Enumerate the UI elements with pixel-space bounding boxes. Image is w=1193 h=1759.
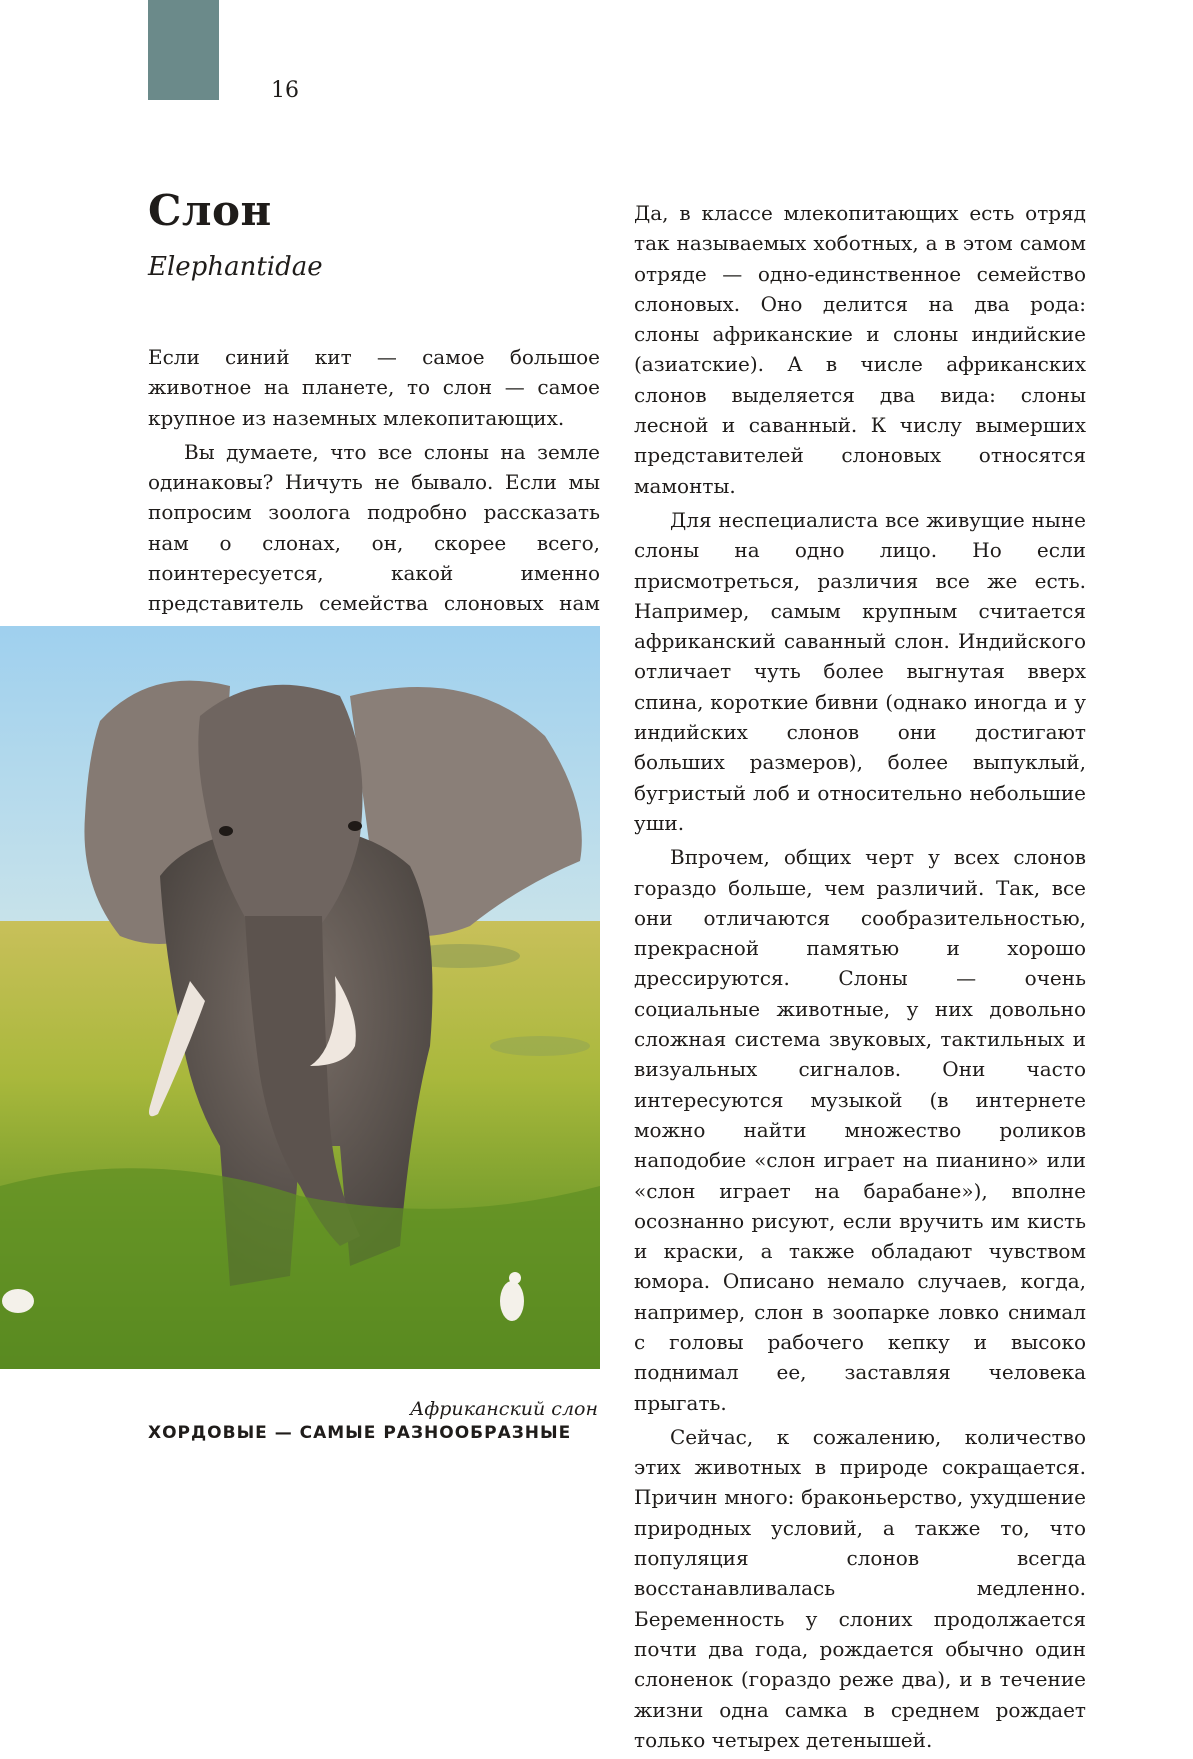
- paragraph: Если синий кит — самое большое животное на планете, то слон — самое крупное из наземных млекопитающих.: [148, 345, 600, 430]
- paragraph: Вы думаете, что все слоны на земле одинаковы? Ничуть не бывало. Если мы попросим зоолога подробно рассказать нам о слонах, он, скорее всего, поинтересуется, какой именно представитель семейства слоновых нам: [148, 439, 600, 616]
- paragraph: Да, в классе млекопитающих есть отряд так называемых хоботных, а в этом самом отряде — одно-единственное семейство слоновых. Оно делится на два рода: слоны африканские и слоны индийские (азиатские). А в числе африканских слонов выделяется два вида: слоны лесной и саванный. К числу вымерших представителей слоновых относятся мамонты.: [634, 201, 1086, 498]
- footer-section-title: ХОРДОВЫЕ — САМЫЕ РАЗНООБРАЗНЫЕ: [148, 1423, 572, 1443]
- photo-caption: Африканский слон: [409, 1398, 598, 1420]
- article-title: Слон: [148, 186, 272, 235]
- paragraph: Сейчас, к сожалению, количество этих животных в природе сокращается. Причин много: браконьерство, ухудшение природных условий, а также то, что популяция слонов всегда восстанавливалась медленно. Беременность у слоних продолжается почти два года, рождается обычно один слоненок (гораздо реже два), и в течение жизни одна самка в среднем рождает только четырех детенышей.: [634, 1424, 1086, 1752]
- elephant-photo: [0, 626, 600, 1369]
- left-column: [148, 342, 600, 653]
- right-column: [634, 198, 1086, 1759]
- paragraph: Для неспециалиста все живущие ныне слоны на одно лицо. Но если присмотреться, различия все же есть. Например, самым крупным считается африканский саванный слон. Индийского отличает чуть более выгнутая вверх спина, короткие бивни (однако иногда и у индийских слонов они достигают больших размеров), более выпуклый, бугристый лоб и относительно небольшие уши.: [634, 507, 1086, 835]
- section-tab: [148, 0, 219, 100]
- paragraph: Впрочем, общих черт у всех слонов гораздо больше, чем различий. Так, все они отличаются сообразительностью, прекрасной памятью и хорошо дрессируются. Слоны — очень социальные животные, у них довольно сложная система звуковых, тактильных и визуальных сигналов. Они часто интересуются музыкой (в интернете можно найти множество роликов наподобие «слон играет на пианино» или «слон играет на барабане»), вполне осознанно рисуют, если вручить им кисть и краски, а также обладают чувством юмора. Описано немало случаев, когда, например, слон в зоопарке ловко снимал с головы рабочего кепку и высоко поднимал ее, заставляя человека прыгать.: [634, 845, 1086, 1415]
- page-number: 16: [271, 78, 299, 103]
- latin-name: Elephantidae: [148, 252, 323, 282]
